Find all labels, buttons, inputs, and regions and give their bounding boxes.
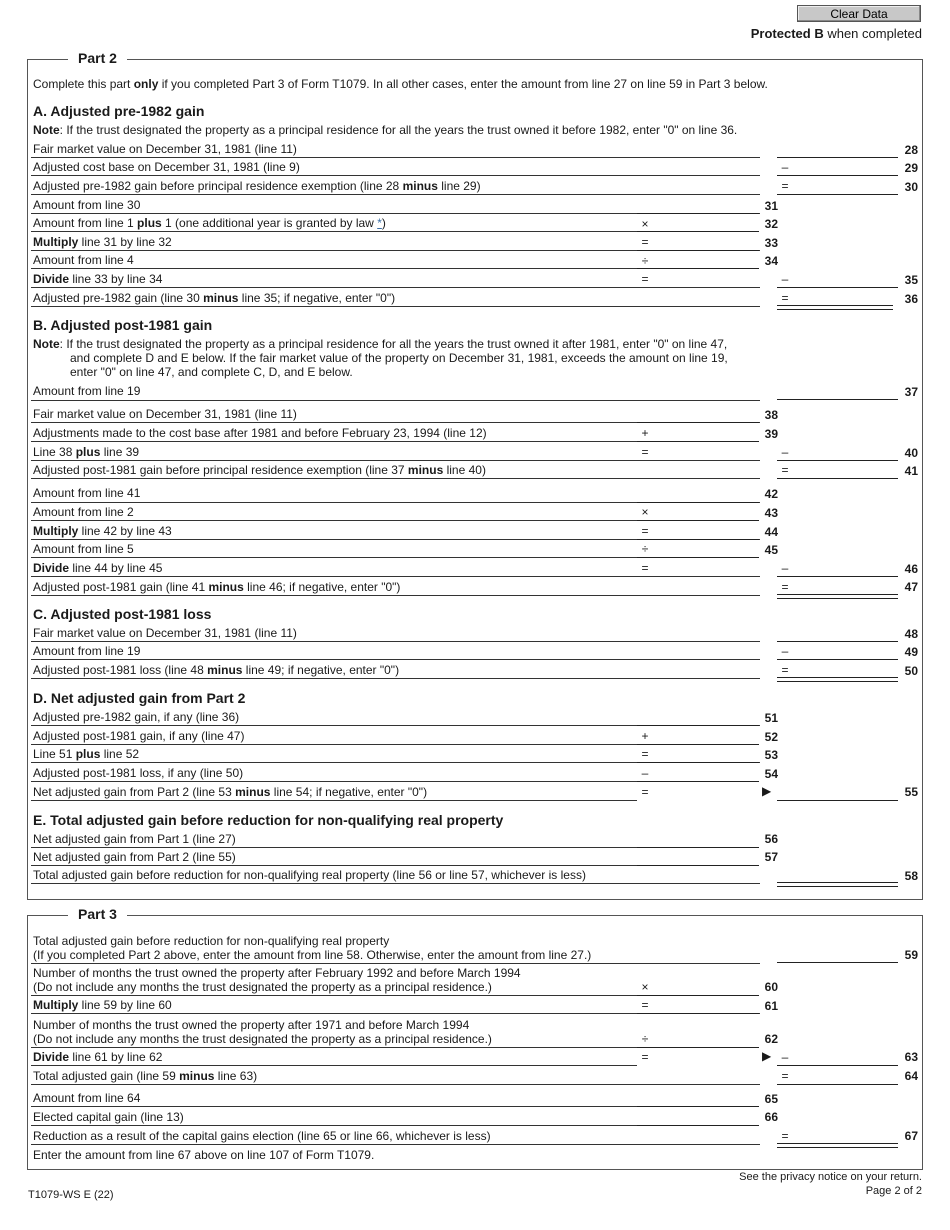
line-33-label: Multiply line 31 by line 32 xyxy=(33,235,172,249)
part-2-intro: Complete this part only if you completed Part 3 of Form T1079. In all other cases, enter the amount from line 27 on line 59 in Part 3 below. xyxy=(33,77,768,91)
row-underline xyxy=(31,557,637,558)
line-67-field[interactable] xyxy=(777,1143,898,1148)
row-underline xyxy=(31,1144,760,1145)
line-34-number: 34 xyxy=(764,254,778,268)
part-2-title: Part 2 xyxy=(68,50,127,66)
line-52-number: 52 xyxy=(764,730,778,744)
times-operator: × xyxy=(641,505,649,519)
line-65-number: 65 xyxy=(764,1092,778,1106)
row-underline xyxy=(31,576,760,577)
equals-operator: = xyxy=(641,561,649,575)
line-64-label: Total adjusted gain (line 59 minus line 63) xyxy=(33,1069,258,1083)
line-57-label: Net adjusted gain from Part 2 (line 55) xyxy=(33,850,236,864)
line-54-label: Adjusted post-1981 loss, if any (line 50) xyxy=(33,766,244,780)
line-40-field[interactable] xyxy=(777,460,898,461)
line-42-field[interactable] xyxy=(637,502,759,503)
row-underline xyxy=(31,1084,760,1085)
line-44-number: 44 xyxy=(764,525,778,539)
line-46-label: Divide line 44 by line 45 xyxy=(33,561,163,575)
equals-operator: = xyxy=(641,524,649,538)
line-55-field[interactable] xyxy=(777,800,898,801)
line-63-field[interactable] xyxy=(777,1065,898,1066)
line-52-field[interactable] xyxy=(637,744,759,745)
row-underline xyxy=(31,1047,637,1048)
equals-operator: = xyxy=(641,235,649,249)
plus-operator: + xyxy=(641,426,649,440)
line-36-field[interactable] xyxy=(777,305,893,310)
row-underline xyxy=(31,678,760,679)
equals-operator: = xyxy=(641,785,649,799)
line-38-label: Fair market value on December 31, 1981 (line 11) xyxy=(33,407,297,421)
line-45-field[interactable] xyxy=(637,557,759,558)
row-underline xyxy=(31,287,760,288)
line-47-field[interactable] xyxy=(777,594,898,599)
row-underline xyxy=(31,659,760,660)
divide-operator: ÷ xyxy=(641,542,649,556)
protected-b-label: Protected B when completed xyxy=(750,26,922,41)
line-50-field[interactable] xyxy=(777,677,898,682)
row-underline xyxy=(31,157,760,158)
line-31-number: 31 xyxy=(764,199,778,213)
line-31-label: Amount from line 30 xyxy=(33,198,141,212)
line-47-label: Adjusted post-1981 gain (line 41 minus line 46; if negative, enter "0") xyxy=(33,580,401,594)
line-56-label: Net adjusted gain from Part 1 (line 27) xyxy=(33,832,236,846)
line-28-number: 28 xyxy=(904,143,918,157)
equals-operator: = xyxy=(781,1129,789,1143)
row-underline xyxy=(31,1125,637,1126)
line-63-label: Divide line 61 by line 62 xyxy=(33,1050,163,1064)
line-29-number: 29 xyxy=(904,161,918,175)
section-c-heading: C. Adjusted post-1981 loss xyxy=(33,606,212,622)
row-underline xyxy=(31,865,637,866)
row-underline xyxy=(31,963,760,964)
row-underline xyxy=(31,800,637,801)
line-36-label: Adjusted pre-1982 gain (line 30 minus line 35; if negative, enter "0") xyxy=(33,291,396,305)
line-52-label: Adjusted post-1981 gain, if any (line 47) xyxy=(33,729,245,743)
row-underline xyxy=(31,175,760,176)
line-66-field[interactable] xyxy=(637,1125,759,1126)
line-55-number: 55 xyxy=(904,785,918,799)
line-49-number: 49 xyxy=(904,645,918,659)
line-39-label: Adjustments made to the cost base after 1981 and before February 23, 1994 (line 12) xyxy=(33,426,487,440)
line-50-label: Adjusted post-1981 loss (line 48 minus line 49; if negative, enter "0") xyxy=(33,663,400,677)
line-57-number: 57 xyxy=(764,850,778,864)
line-41-label: Adjusted post-1981 gain before principal residence exemption (line 37 minus line 40) xyxy=(33,463,486,477)
times-operator: × xyxy=(641,980,649,994)
line-46-number: 46 xyxy=(904,562,918,576)
line-51-field[interactable] xyxy=(637,725,759,726)
line-32-number: 32 xyxy=(764,217,778,231)
minus-operator: – xyxy=(641,766,649,780)
line-41-field[interactable] xyxy=(777,478,898,479)
line-35-number: 35 xyxy=(904,273,918,287)
line-60-label: Number of months the trust owned the property after February 1992 and before March 1994 xyxy=(33,966,521,980)
section-b-note-2: and complete D and E below. If the fair market value of the property on December 31, 1981, exceeds the amount on line 19, xyxy=(70,351,728,365)
line-34-field[interactable] xyxy=(637,268,759,269)
line-56-number: 56 xyxy=(764,832,778,846)
line-60-field[interactable] xyxy=(637,995,759,996)
line-42-number: 42 xyxy=(764,487,778,501)
row-underline xyxy=(31,1106,637,1107)
line-31-field[interactable] xyxy=(637,213,759,214)
row-underline xyxy=(31,231,637,232)
equals-operator: = xyxy=(641,272,649,286)
equals-operator: = xyxy=(781,179,789,193)
equals-operator: = xyxy=(641,998,649,1012)
line-40-label: Line 38 plus line 39 xyxy=(33,445,140,459)
line-45-label: Amount from line 5 xyxy=(33,542,134,556)
minus-operator: – xyxy=(781,272,789,286)
row-underline xyxy=(31,744,637,745)
line-30-number: 30 xyxy=(904,180,918,194)
row-underline xyxy=(31,847,637,848)
line-29-field[interactable] xyxy=(777,175,898,176)
line-66-number: 66 xyxy=(764,1110,778,1124)
line-63-number: 63 xyxy=(904,1050,918,1064)
section-a-heading: A. Adjusted pre-1982 gain xyxy=(33,103,205,119)
minus-operator: – xyxy=(781,1050,789,1064)
line-48-field[interactable] xyxy=(777,641,898,642)
line-51-label: Adjusted pre-1982 gain, if any (line 36) xyxy=(33,710,240,724)
line-67-number: 67 xyxy=(904,1129,918,1143)
line-42-label: Amount from line 41 xyxy=(33,486,141,500)
line-37-field[interactable] xyxy=(777,399,898,400)
line-48-label: Fair market value on December 31, 1981 (line 11) xyxy=(33,626,297,640)
row-underline xyxy=(31,306,760,307)
line-44-label: Multiply line 42 by line 43 xyxy=(33,524,172,538)
line-61-number: 61 xyxy=(764,999,778,1013)
line-33-field[interactable] xyxy=(637,250,759,251)
line-58-label: Total adjusted gain before reduction for non-qualifying real property (line 56 or line 57, whichever is less) xyxy=(33,868,586,882)
part-3-title: Part 3 xyxy=(68,906,127,922)
line-36-number: 36 xyxy=(904,292,918,306)
row-underline xyxy=(31,995,637,996)
line-61-label: Multiply line 59 by line 60 xyxy=(33,998,172,1012)
section-b-heading: B. Adjusted post-1981 gain xyxy=(33,317,213,333)
line-32-label: Amount from line 1 plus 1 (one additional year is granted by law *) xyxy=(33,216,386,230)
equals-operator: = xyxy=(641,1050,649,1064)
privacy-notice: See the privacy notice on your return. xyxy=(739,1171,922,1183)
line-44-field[interactable] xyxy=(637,539,759,540)
line-28-field[interactable] xyxy=(777,157,898,158)
row-underline xyxy=(31,478,760,479)
line-32-field[interactable] xyxy=(637,231,759,232)
equals-operator: = xyxy=(781,463,789,477)
line-59-label: Total adjusted gain before reduction for non-qualifying real property xyxy=(33,934,390,948)
line-28-label: Fair market value on December 31, 1981 (line 11) xyxy=(33,142,297,156)
line-40-number: 40 xyxy=(904,446,918,460)
line-46-field[interactable] xyxy=(777,576,898,577)
page-number: Page 2 of 2 xyxy=(865,1185,922,1197)
line-39-field[interactable] xyxy=(637,441,759,442)
divide-operator: ÷ xyxy=(641,254,649,268)
line-45-number: 45 xyxy=(764,543,778,557)
equals-operator: = xyxy=(781,580,789,594)
line-62-number: 62 xyxy=(764,1032,778,1046)
line-41-number: 41 xyxy=(904,464,918,478)
minus-operator: – xyxy=(781,644,789,658)
line-60-number: 60 xyxy=(764,980,778,994)
line-62-label-2: (Do not include any months the trust designated the property as a principal residence.) xyxy=(33,1032,492,1046)
row-underline xyxy=(31,520,637,521)
line-37-number: 37 xyxy=(904,385,918,399)
section-b-note-3: enter "0" on line 47, and complete C, D, and E below. xyxy=(70,365,353,379)
times-operator: × xyxy=(641,217,649,231)
equals-operator: = xyxy=(781,291,789,305)
equals-operator: = xyxy=(641,445,649,459)
form-id: T1079-WS E (22) xyxy=(28,1189,114,1201)
equals-operator: = xyxy=(781,663,789,677)
line-59-field[interactable] xyxy=(777,962,898,963)
row-underline xyxy=(31,1065,637,1066)
equals-operator: = xyxy=(781,1069,789,1083)
line-57-field[interactable] xyxy=(637,865,759,866)
line-38-number: 38 xyxy=(764,408,778,422)
line-33-number: 33 xyxy=(764,236,778,250)
line-43-number: 43 xyxy=(764,506,778,520)
row-underline xyxy=(31,460,760,461)
line-37-label: Amount from line 19 xyxy=(33,384,141,398)
row-underline xyxy=(31,883,760,884)
row-underline xyxy=(31,400,760,401)
row-underline xyxy=(31,194,760,195)
row-underline xyxy=(31,441,637,442)
row-underline xyxy=(31,641,760,642)
line-56-field[interactable] xyxy=(637,847,759,848)
line-47-number: 47 xyxy=(904,580,918,594)
line-55-label: Net adjusted gain from Part 2 (line 53 minus line 54; if negative, enter "0") xyxy=(33,785,428,799)
line-64-field[interactable] xyxy=(777,1084,898,1085)
line-48-number: 48 xyxy=(904,627,918,641)
line-34-label: Amount from line 4 xyxy=(33,253,134,267)
section-e-heading: E. Total adjusted gain before reduction for non-qualifying real property xyxy=(33,812,504,828)
minus-operator: – xyxy=(781,160,789,174)
line-49-field[interactable] xyxy=(777,659,898,660)
line-66-label: Elected capital gain (line 13) xyxy=(33,1110,184,1124)
line-54-field[interactable] xyxy=(637,781,759,782)
plus-operator: + xyxy=(641,729,649,743)
line-58-field[interactable] xyxy=(777,882,898,887)
line-51-number: 51 xyxy=(764,711,778,725)
section-b-note: Note: If the trust designated the property as a principal residence for all the years the trust owned it after 1981, enter "0" on line 47, xyxy=(33,337,728,351)
line-35-field[interactable] xyxy=(777,287,898,288)
equals-operator: = xyxy=(641,747,649,761)
line-65-field[interactable] xyxy=(637,1106,759,1107)
line-62-field[interactable] xyxy=(637,1047,759,1048)
line-67-label: Reduction as a result of the capital gains election (line 65 or line 66, whichever is less) xyxy=(33,1129,491,1143)
line-54-number: 54 xyxy=(764,767,778,781)
line-30-label: Adjusted pre-1982 gain before principal residence exemption (line 28 minus line 29) xyxy=(33,179,481,193)
line-65-label: Amount from line 64 xyxy=(33,1091,141,1105)
minus-operator: – xyxy=(781,445,789,459)
part-3-final-instruction: Enter the amount from line 67 above on line 107 of Form T1079. xyxy=(33,1148,375,1162)
line-43-label: Amount from line 2 xyxy=(33,505,134,519)
line-49-label: Amount from line 19 xyxy=(33,644,141,658)
line-60-label-2: (Do not include any months the trust designated the property as a principal residence.) xyxy=(33,980,492,994)
line-50-number: 50 xyxy=(904,664,918,678)
arrow-icon: ▶ xyxy=(762,1049,772,1063)
row-underline xyxy=(31,595,760,596)
line-53-label: Line 51 plus line 52 xyxy=(33,747,140,761)
line-59-number: 59 xyxy=(904,948,918,962)
line-59-label-2: (If you completed Part 2 above, enter the amount from line 58. Otherwise, enter the amount from line 27.) xyxy=(33,948,592,962)
row-underline xyxy=(31,268,637,269)
arrow-icon: ▶ xyxy=(762,784,772,798)
row-underline xyxy=(31,781,637,782)
line-53-number: 53 xyxy=(764,748,778,762)
line-30-field[interactable] xyxy=(777,194,898,195)
line-29-label: Adjusted cost base on December 31, 1981 (line 9) xyxy=(33,160,300,174)
section-d-heading: D. Net adjusted gain from Part 2 xyxy=(33,690,246,706)
line-62-label: Number of months the trust owned the property after 1971 and before March 1994 xyxy=(33,1018,470,1032)
divide-operator: ÷ xyxy=(641,1032,649,1046)
line-35-label: Divide line 33 by line 34 xyxy=(33,272,163,286)
line-43-field[interactable] xyxy=(637,520,759,521)
line-64-number: 64 xyxy=(904,1069,918,1083)
line-58-number: 58 xyxy=(904,869,918,883)
minus-operator: – xyxy=(781,561,789,575)
line-53-field[interactable] xyxy=(637,762,759,763)
clear-data-button[interactable]: Clear Data xyxy=(797,5,921,22)
line-61-field[interactable] xyxy=(637,1013,759,1014)
line-39-number: 39 xyxy=(764,427,778,441)
line-38-field[interactable] xyxy=(637,422,759,423)
section-a-note: Note: If the trust designated the property as a principal residence for all the years the trust owned it before 1982, enter "0" on line 36. xyxy=(33,123,738,137)
